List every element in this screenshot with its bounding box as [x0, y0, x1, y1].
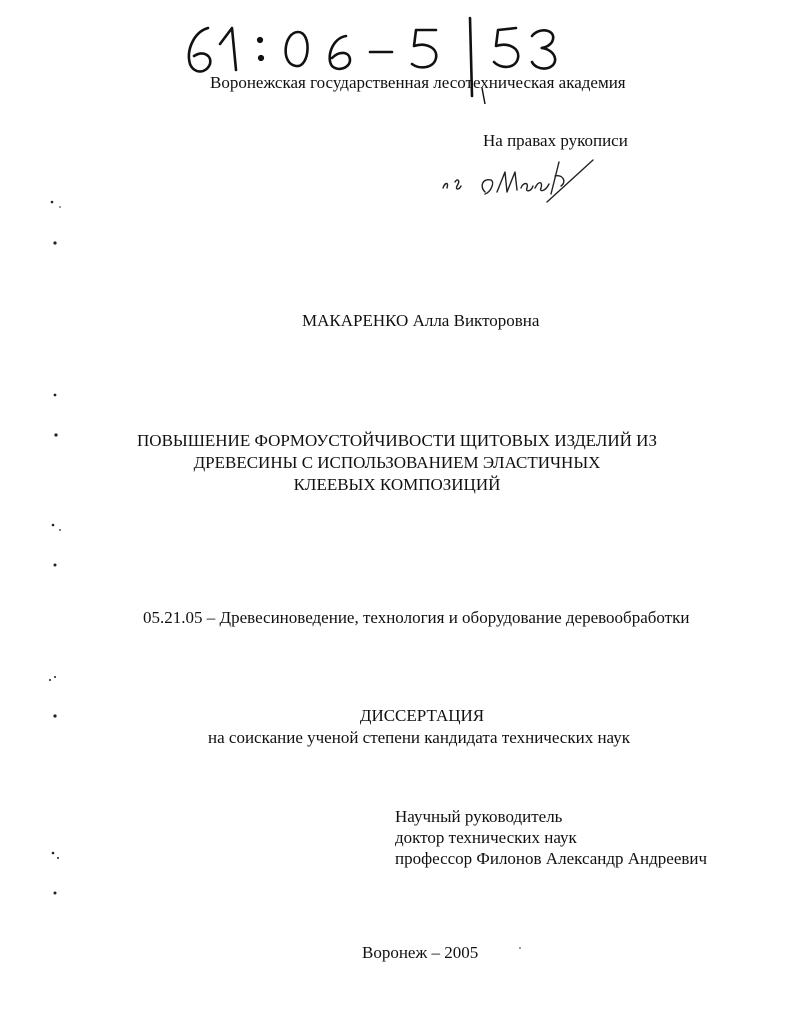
scientific-advisor: [395, 806, 707, 869]
author-name: МАКАРЕНКО Алла Викторовна: [302, 311, 540, 330]
specialty-code: 05.21.05 – Древесиноведение, технология и оборудование деревообработки: [143, 608, 690, 627]
advisor-name: профессор Филонов Александр Андреевич: [395, 849, 708, 868]
manuscript-rights-note: На правах рукописи: [483, 131, 628, 150]
title-line: ДРЕВЕСИНЫ С ИСПОЛЬЗОВАНИЕМ ЭЛАСТИЧНЫХ: [193, 453, 601, 472]
title-line: КЛЕЕВЫХ КОМПОЗИЦИЙ: [293, 475, 501, 494]
handwritten-signature: [435, 152, 595, 207]
advisor-degree: доктор технических наук: [395, 828, 577, 847]
title-line: ПОВЫШЕНИЕ ФОРМОУСТОЙЧИВОСТИ ЩИТОВЫХ ИЗДЕЛИЙ ИЗ: [137, 431, 657, 450]
degree-subtitle: на соискание ученой степени кандидата технических наук: [208, 728, 631, 747]
city-year: Воронеж – 2005: [362, 943, 479, 962]
institution-name: Воронежская государственная лесотехническая академия: [210, 73, 626, 92]
advisor-role: Научный руководитель: [395, 807, 563, 826]
dissertation-label: ДИССЕРТАЦИЯ: [359, 706, 485, 725]
dissertation-title: [0, 430, 794, 496]
